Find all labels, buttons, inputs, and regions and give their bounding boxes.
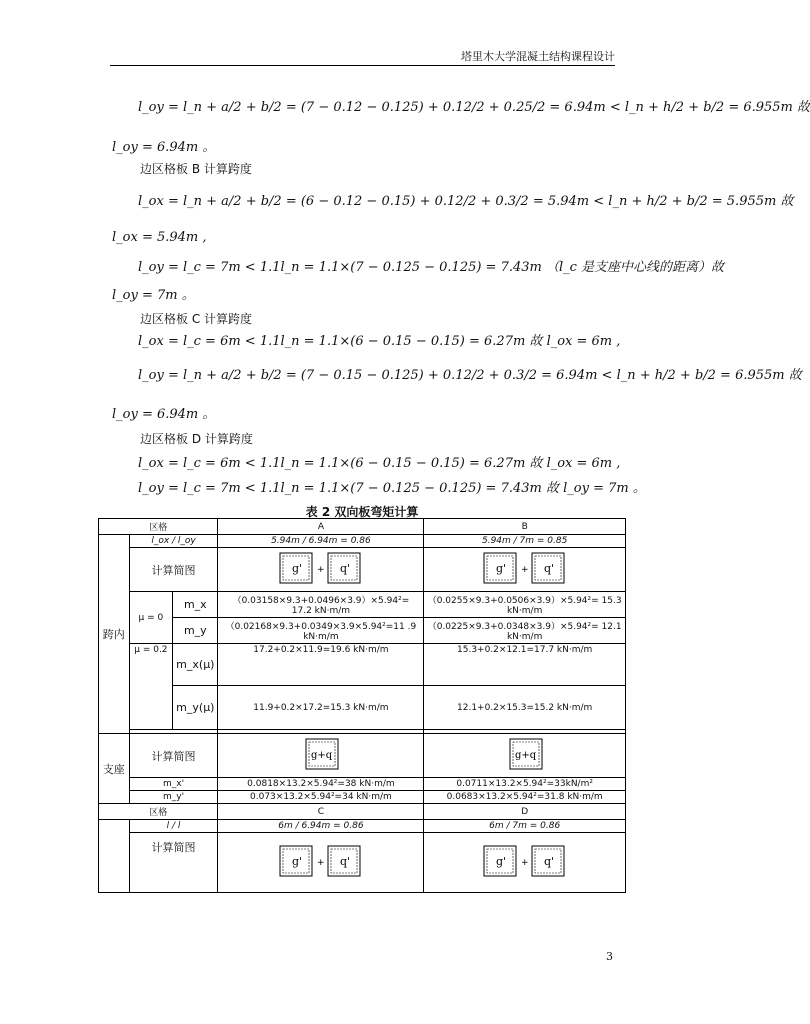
- table-row: [99, 644, 626, 686]
- diagram-b: [424, 548, 626, 592]
- mx1-label: m_x': [129, 778, 218, 791]
- g-load-label: g': [291, 562, 302, 575]
- table-row: [99, 804, 626, 820]
- table-row: [99, 791, 626, 804]
- g-load-label: g': [495, 855, 506, 868]
- g-load-label: g': [495, 562, 506, 575]
- q-load-label: q': [339, 855, 350, 868]
- table-row: [99, 618, 626, 644]
- my-b: （0.0225×9.3+0.0348×3.9）×5.94²= 12.1 kN·m/m: [424, 618, 626, 644]
- plus-sign: +: [520, 858, 529, 868]
- myu-label: m_y(μ): [173, 686, 218, 730]
- q-load-label: q': [543, 855, 554, 868]
- my1-label: m_y': [129, 791, 218, 804]
- header-rule: [110, 65, 615, 66]
- mx-a: （0.03158×9.3+0.0496×3.9）×5.94²= 17.2 kN·m/m: [218, 592, 424, 618]
- table-row: [99, 686, 626, 730]
- plus-sign: +: [316, 858, 325, 868]
- section-c-title: 边区格板 C 计算跨度: [140, 312, 253, 326]
- ratio-b: 5.94m / 7m = 0.85: [424, 535, 626, 548]
- g-load-label: g': [291, 855, 302, 868]
- my1-b: 0.0683×13.2×5.94²=31.8 kN·m/m: [424, 791, 626, 804]
- table-caption: 表 2 双向板弯矩计算: [305, 505, 419, 519]
- plus-sign: +: [316, 565, 325, 575]
- moment-table: [98, 518, 626, 893]
- diagram-label-support: 计算简图: [129, 734, 218, 778]
- page-number: 3: [606, 950, 613, 963]
- support-diagram-b: [424, 734, 626, 778]
- mx1-a: 0.0818×13.2×5.94²=38 kN·m/m: [218, 778, 424, 791]
- table-row: [99, 734, 626, 778]
- col-b: B: [424, 519, 626, 535]
- myu-a: 11.9+0.2×17.2=15.3 kN·m/m: [218, 686, 424, 730]
- span-label: 跨内: [99, 535, 130, 734]
- mx-b: （0.0255×9.3+0.0506×3.9）×5.94²= 15.3 kN·m/m: [424, 592, 626, 618]
- diagram-label-cd: 计算简图: [129, 833, 218, 893]
- load-diagram-icon: [482, 844, 568, 878]
- eq-lox-b-result: l_ox = 5.94m ,: [112, 230, 207, 245]
- mx1-b: 0.0711×13.2×5.94²=33kN/m²: [424, 778, 626, 791]
- page-header: 塔里木大学混凝土结构课程设计: [461, 50, 615, 63]
- eq-loy-c: l_oy = l_n + a/2 + b/2 = (7 − 0.15 − 0.125) + 0.12/2 + 0.3/2 = 6.94m < l_n + h/2 + b/2 = 6.955m 故: [138, 368, 802, 383]
- eq-loy-a-result: l_oy = 6.94m 。: [112, 140, 216, 155]
- gq-load-label: g+q: [514, 750, 536, 761]
- my-a: （0.02168×9.3+0.0349×3.9×5.94²=11 .9 kN·m/m: [218, 618, 424, 644]
- diagram-a: [218, 548, 424, 592]
- eq-loy-b-result: l_oy = 7m 。: [112, 288, 195, 303]
- support-diagram-icon: [278, 737, 364, 771]
- support-diagram-a: [218, 734, 424, 778]
- support-label: 支座: [99, 734, 130, 804]
- eq-loy-a: l_oy = l_n + a/2 + b/2 = (7 − 0.12 − 0.125) + 0.12/2 + 0.25/2 = 6.94m < l_n + h/2 + b/2 = 6.955m 故: [138, 100, 810, 115]
- eq-lox-d: l_ox = l_c = 6m < 1.1l_n = 1.1×(6 − 0.15 − 0.15) = 6.27m 故 l_ox = 6m ,: [138, 456, 621, 471]
- mxu-label: m_x(μ): [173, 644, 218, 686]
- zone-label-2: 区格: [99, 804, 218, 820]
- support-diagram-icon: [482, 737, 568, 771]
- q-load-label: q': [543, 562, 554, 575]
- table-row: [99, 519, 626, 535]
- table-row: [99, 833, 626, 893]
- plus-sign: +: [520, 565, 529, 575]
- table-row: [99, 820, 626, 833]
- diagram-label: 计算简图: [129, 548, 218, 592]
- mu02-label: μ = 0.2: [129, 644, 173, 730]
- ratio-a: 5.94m / 6.94m = 0.86: [218, 535, 424, 548]
- diagram-d: [424, 833, 626, 893]
- eq-lox-b: l_ox = l_n + a/2 + b/2 = (6 − 0.12 − 0.15) + 0.12/2 + 0.3/2 = 5.94m < l_n + h/2 + b/2 = 5.955m 故: [138, 194, 794, 209]
- my1-a: 0.073×13.2×5.94²=34 kN·m/m: [218, 791, 424, 804]
- section-b-title: 边区格板 B 计算跨度: [140, 162, 252, 176]
- ratio-label: l_ox / l_oy: [129, 535, 218, 548]
- ratio-label-2: l / l: [129, 820, 218, 833]
- load-diagram-icon: [278, 844, 364, 878]
- load-diagram-icon: [482, 551, 568, 585]
- table-row: [99, 548, 626, 592]
- ratio-c: 6m / 6.94m = 0.86: [218, 820, 424, 833]
- gq-load-label: g+q: [310, 750, 333, 761]
- zone-label: 区格: [99, 519, 218, 535]
- mu0-label: μ = 0: [129, 592, 173, 644]
- table-row: [99, 592, 626, 618]
- section-d-title: 边区格板 D 计算跨度: [140, 432, 253, 446]
- col-a: A: [218, 519, 424, 535]
- table-row: [99, 778, 626, 791]
- eq-lox-c: l_ox = l_c = 6m < 1.1l_n = 1.1×(6 − 0.15 − 0.15) = 6.27m 故 l_ox = 6m ,: [138, 334, 621, 349]
- mx-label: m_x: [173, 592, 218, 618]
- col-c: C: [218, 804, 424, 820]
- eq-loy-b: l_oy = l_c = 7m < 1.1l_n = 1.1×(7 − 0.125 − 0.125) = 7.43m （l_c 是支座中心线的距离）故: [138, 260, 725, 275]
- ratio-d: 6m / 7m = 0.86: [424, 820, 626, 833]
- diagram-c: [218, 833, 424, 893]
- eq-loy-c-result: l_oy = 6.94m 。: [112, 407, 216, 422]
- table-row: [99, 535, 626, 548]
- q-load-label: q': [339, 562, 350, 575]
- load-diagram-icon: [278, 551, 364, 585]
- mxu-a: 17.2+0.2×11.9=19.6 kN·m/m: [218, 644, 424, 686]
- myu-b: 12.1+0.2×15.3=15.2 kN·m/m: [424, 686, 626, 730]
- my-label: m_y: [173, 618, 218, 644]
- col-d: D: [424, 804, 626, 820]
- mxu-b: 15.3+0.2×12.1=17.7 kN·m/m: [424, 644, 626, 686]
- eq-loy-d: l_oy = l_c = 7m < 1.1l_n = 1.1×(7 − 0.125 − 0.125) = 7.43m 故 l_oy = 7m 。: [138, 481, 646, 496]
